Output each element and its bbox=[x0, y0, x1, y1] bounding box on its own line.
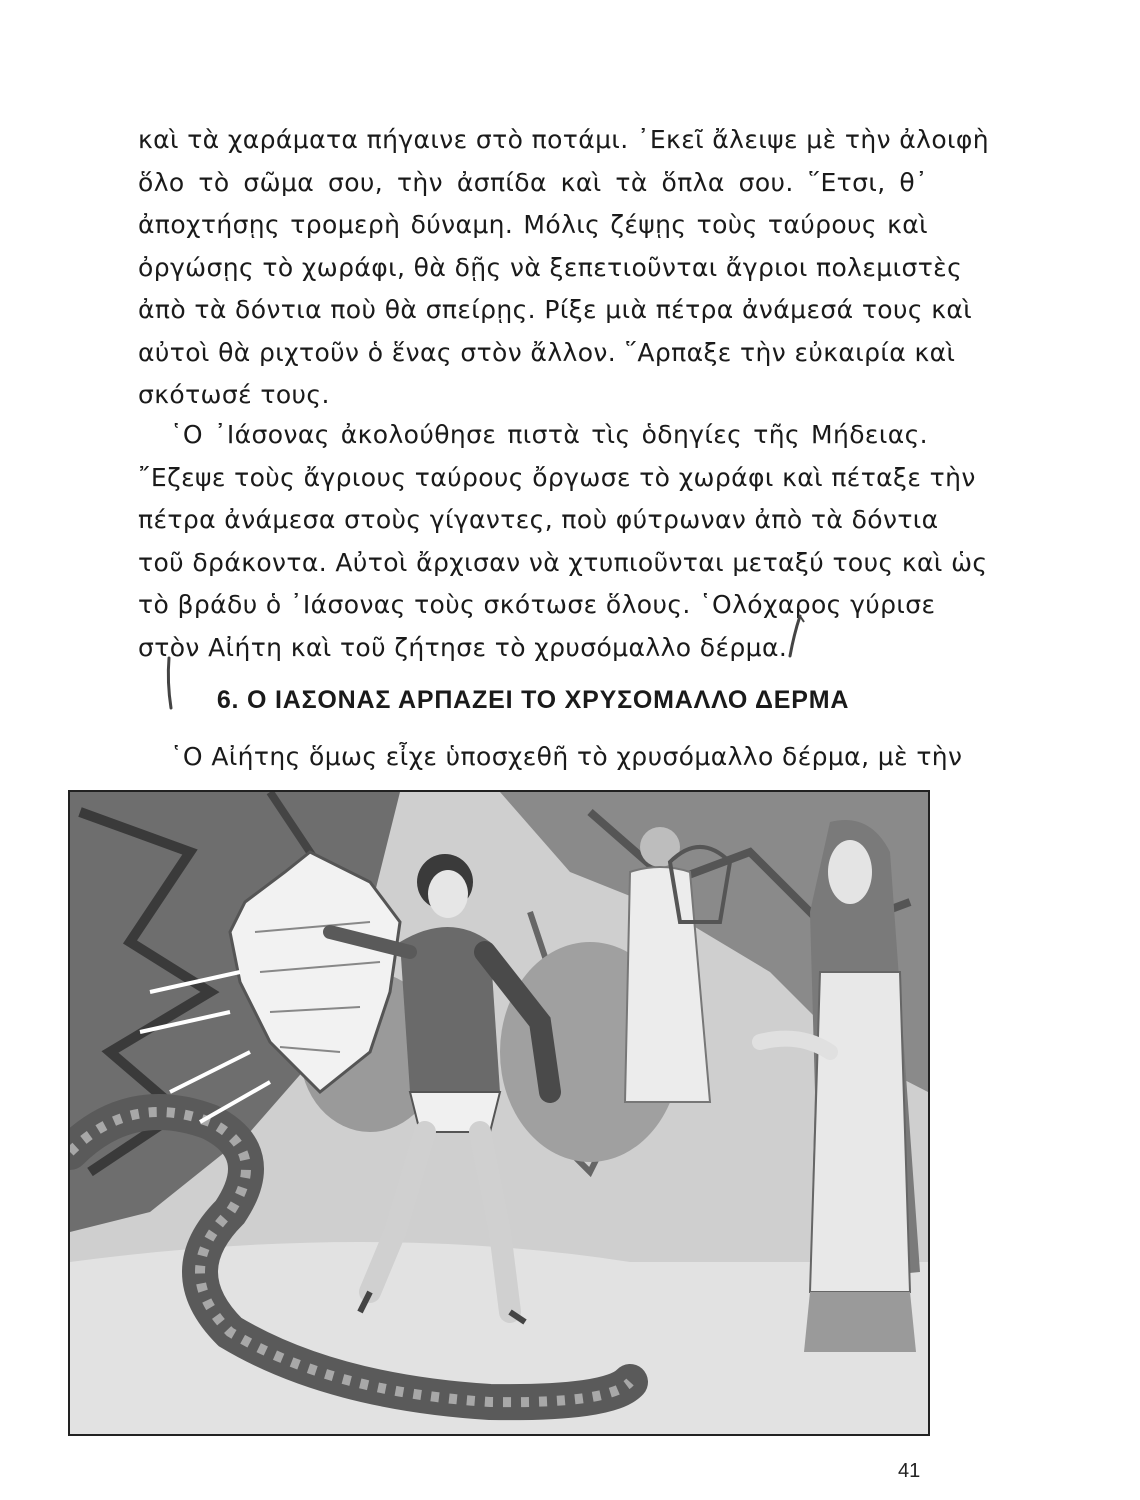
text-line: σκότωσέ τους. bbox=[138, 380, 330, 409]
page-number: 41 bbox=[898, 1460, 921, 1482]
text-line: στὸν Αἰήτη καὶ τοῦ ζήτησε τὸ χρυσόμαλλο δέρμα. bbox=[138, 632, 788, 662]
illustration-jason-golden-fleece bbox=[68, 790, 930, 1436]
text-line: ἀπὸ τὰ δόντια ποὺ θὰ σπείρῃς. Ρίξε μιὰ πέτρα ἀνάμεσά τους καὶ bbox=[138, 295, 973, 324]
paragraph-1 bbox=[138, 119, 990, 417]
text-line: πέτρα ἀνάμεσα στοὺς γίγαντες, ποὺ φύτρωναν ἀπὸ τὰ δόντια bbox=[138, 505, 939, 534]
text-line: ῾Ο ᾿Ιάσονας ἀκολούθησε πιστὰ τὶς ὁδηγίες τῆς Μήδειας. bbox=[170, 420, 928, 449]
text-line: τὸ βράδυ ὁ ᾿Ιάσονας τοὺς σκότωσε ὅλους. ῾Ολόχαρος γύρισε bbox=[138, 590, 936, 619]
section-heading: 6. Ο ΙΑΣΟΝΑΣ ΑΡΠΑΖΕΙ ΤΟ ΧΡΥΣΟΜΑΛΛΟ ΔΕΡΜΑ bbox=[216, 686, 850, 714]
text-line: τοῦ δράκοντα. Αὐτοὶ ἄρχισαν νὰ χτυπιοῦνται μεταξύ τους καὶ ὡς bbox=[138, 547, 988, 577]
text-line: ὅλο τὸ σῶμα σου, τὴν ἀσπίδα καὶ τὰ ὅπλα σου. ῞Ετσι, θ᾿ bbox=[138, 167, 928, 197]
text-line: ἀποχτήσῃς τρομερὴ δύναμη. Μόλις ζέψῃς τοὺς ταύρους καὶ bbox=[138, 210, 928, 239]
text-line: καὶ τὰ χαράματα πήγαινε στὸ ποτάμι. ᾿Εκεῖ ἄλειψε μὲ τὴν ἀλοιφὴ bbox=[138, 125, 990, 154]
paragraph-3 bbox=[138, 736, 963, 779]
text-line: ῾Ο Αἰήτης ὅμως εἶχε ὑποσχεθῆ τὸ χρυσόμαλλο δέρμα, μὲ τὴν bbox=[170, 742, 963, 771]
text-line: ὀργώσῃς τὸ χωράφι, θὰ δῇς νὰ ξεπετιοῦνται ἄγριοι πολεμιστὲς bbox=[138, 252, 963, 282]
text-line: αὐτοὶ θὰ ριχτοῦν ὁ ἕνας στὸν ἄλλον. ῞Αρπαξε τὴν εὐκαιρία καὶ bbox=[138, 337, 956, 367]
pencil-mark-icon bbox=[780, 612, 810, 662]
text-line: ῎Εζεψε τοὺς ἄγριους ταύρους ὄργωσε τὸ χωράφι καὶ πέταξε τὴν bbox=[138, 462, 976, 492]
